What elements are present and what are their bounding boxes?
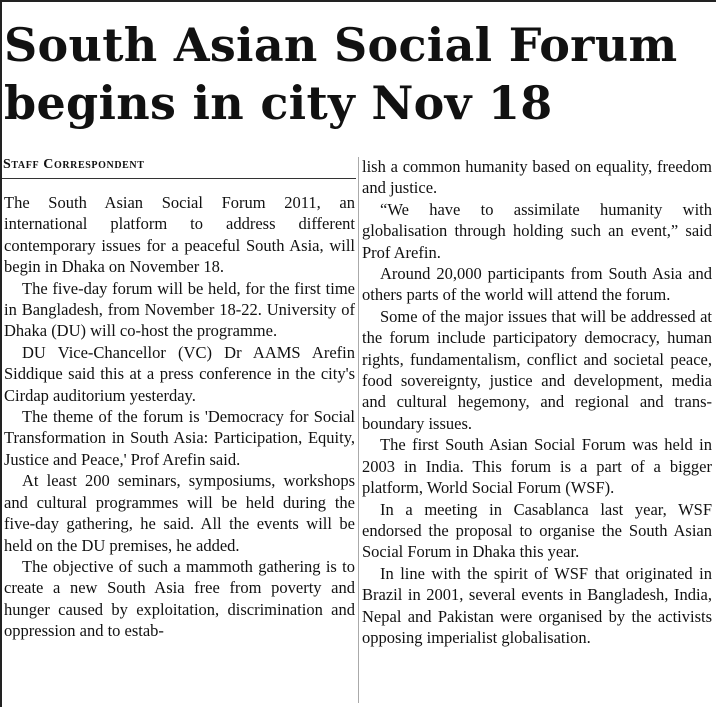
headline: [4, 16, 716, 132]
paragraph: Around 20,000 participants from South Asia and others parts of the world will attend the forum.: [362, 264, 712, 305]
article-column-right: [362, 156, 712, 648]
paragraph: In line with the spirit of WSF that originated in Brazil in 2001, several events in Bangladesh, India, Nepal and Pakistan were organised by the activists opposing imperialist globalisation.: [362, 563, 712, 647]
paragraph: At least 200 seminars, symposiums, workshops and cultural programmes will be held during the five-day gathering, he said. All the events will be held on the DU premises, he added.: [4, 471, 355, 555]
byline: Staff Correspondent: [3, 157, 145, 172]
paragraph: The five-day forum will be held, for the first time in Bangladesh, from November 18-22. University of Dhaka (DU) will co-host the programme.: [4, 278, 355, 341]
paragraph: DU Vice-Chancellor (VC) Dr AAMS Arefin Siddique said this at a press conference in the city's Cirdap auditorium yesterday.: [4, 342, 355, 405]
paragraph: The South Asian Social Forum 2011, an international platform to address different contemporary issues for a peaceful South Asia, will begin in Dhaka on November 18.: [4, 193, 355, 277]
paragraph: In a meeting in Casablanca last year, WSF endorsed the proposal to organise the South Asian Social Forum in Dhaka this year.: [362, 499, 712, 562]
left-border: [0, 0, 2, 707]
top-border: [0, 0, 716, 2]
byline-rule: [2, 178, 356, 179]
paragraph: The objective of such a mammoth gathering is to create a new South Asia free from poverty and hunger caused by exploitation, discrimination and oppression and to estab-: [4, 556, 355, 641]
paragraph: The first South Asian Social Forum was held in 2003 in India. This forum is a part of a bigger platform, World Social Forum (WSF).: [362, 435, 712, 498]
column-divider: [358, 157, 359, 703]
article-column-left: [4, 192, 355, 642]
paragraph: lish a common humanity based on equality, freedom and justice.: [362, 157, 712, 198]
paragraph: Some of the major issues that will be addressed at the forum include participatory democracy, human rights, fundamentalism, conflict and societal peace, food sovereignty, justice and development, media and cultural hegemony, and regional and trans-boundary issues.: [362, 306, 712, 433]
headline-line-2: begins in city Nov 18: [4, 76, 553, 130]
paragraph: The theme of the forum is 'Democracy for Social Transformation in South Asia: Participation, Equity, Justice and Peace,' Prof Arefin said.: [4, 407, 355, 469]
paragraph: “We have to assimilate humanity with globalisation through holding such an event,” said Prof Arefin.: [362, 199, 712, 262]
headline-line-1: South Asian Social Forum: [4, 18, 678, 72]
